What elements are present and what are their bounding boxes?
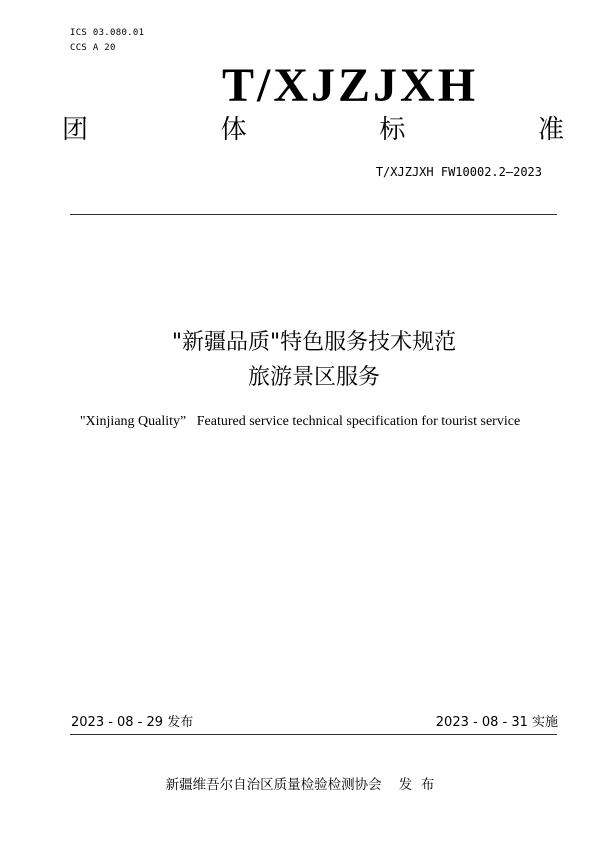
title-chinese-line-2: 旅游景区服务 xyxy=(247,365,380,390)
standard-number: T/XJZJXH FW10002.2—2023 xyxy=(375,165,542,179)
standard-type-char-1: 团 xyxy=(62,115,89,145)
standard-type-char-3: 标 xyxy=(379,115,406,145)
standard-logo: T/XJZJXH xyxy=(222,59,479,112)
standard-type xyxy=(62,112,564,148)
issue-date: 2023 - 08 - 29 发布 xyxy=(71,715,194,730)
standard-type-char-2: 体 xyxy=(220,115,247,145)
ccs-code: CCS A 20 xyxy=(70,43,116,53)
title-english: "Xinjiang Quality” Featured service technical specification for tourist service xyxy=(79,414,521,429)
standard-type-char-4: 准 xyxy=(537,115,564,145)
implementation-date: 2023 - 08 - 31 实施 xyxy=(435,715,558,730)
bottom-divider xyxy=(70,734,557,735)
top-divider xyxy=(70,214,557,215)
title-chinese-line-1: "新疆品质"特色服务技术规范 xyxy=(171,330,457,355)
publisher-line: 新疆维吾尔自治区质量检验检测协会 发 布 xyxy=(165,777,435,793)
ics-code: ICS 03.080.01 xyxy=(70,28,145,38)
